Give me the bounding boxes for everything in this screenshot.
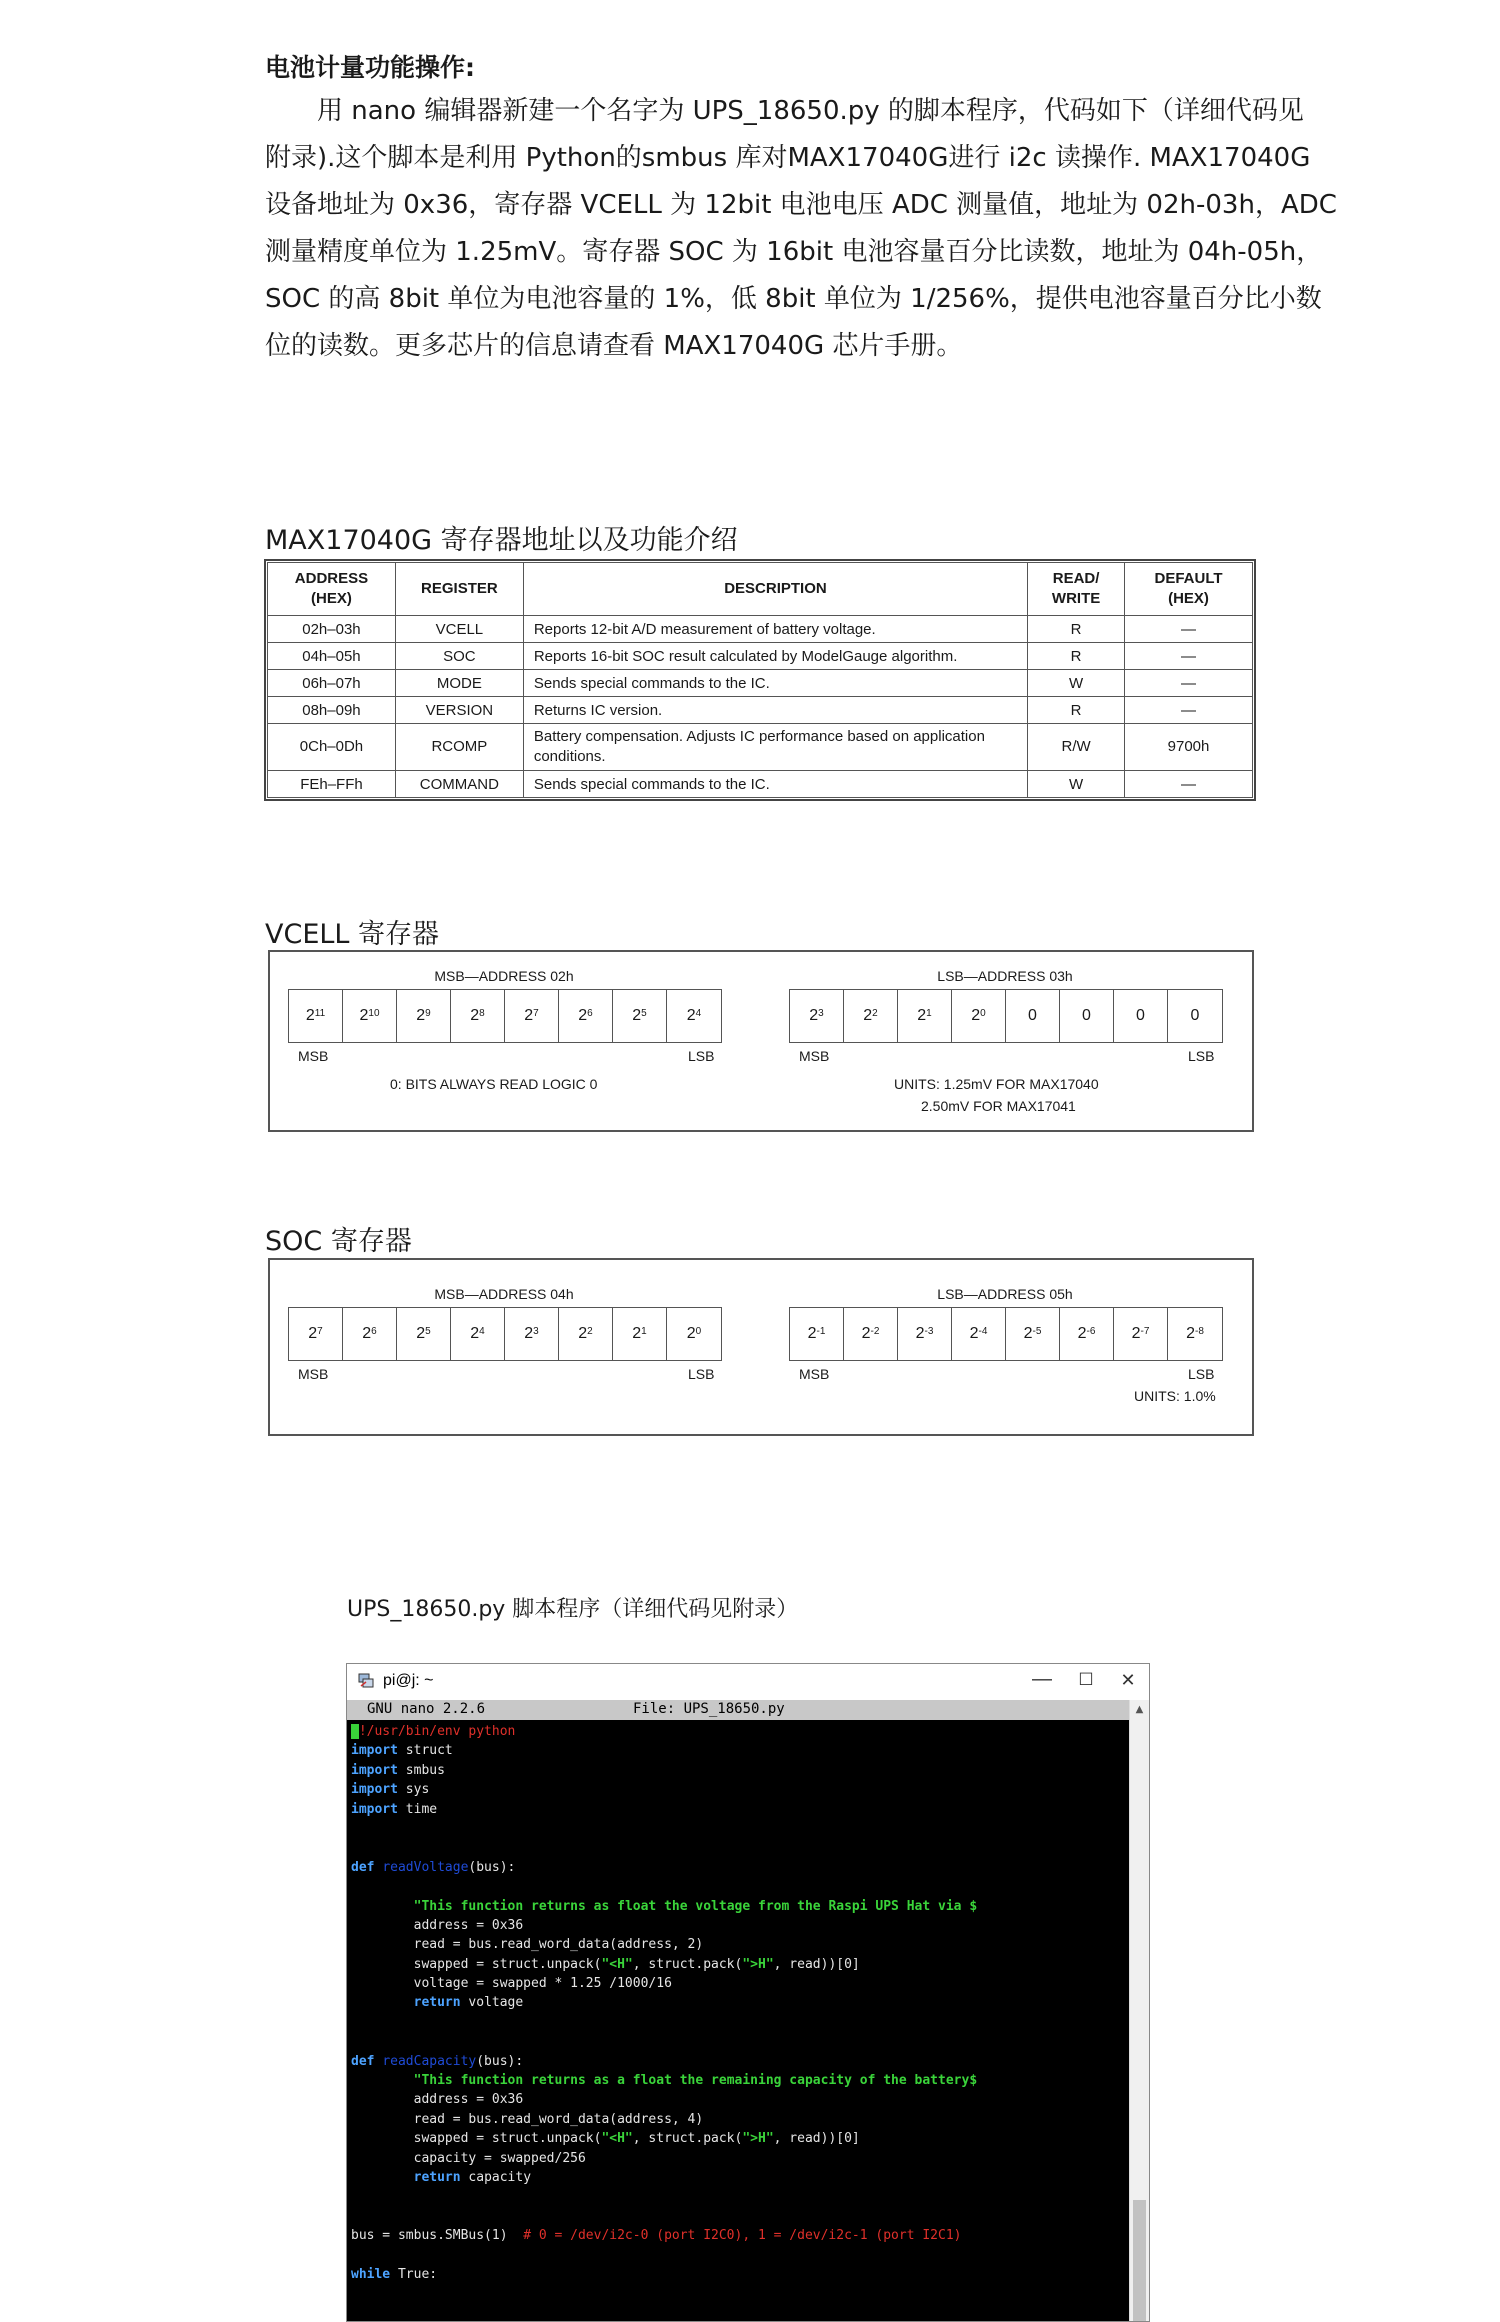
column-header-text: (HEX)	[1168, 590, 1209, 607]
code-line	[351, 2090, 1125, 2109]
bit-cell	[451, 1308, 505, 1360]
bit-base: 2	[1023, 1325, 1033, 1342]
code-line	[351, 1780, 1125, 1799]
code-token: , struct.pack(	[632, 2131, 743, 2147]
bit-exponent: 6	[371, 1325, 377, 1337]
code-token	[351, 1899, 414, 1914]
intro-paragraph	[265, 88, 1337, 370]
register-table-body	[268, 616, 1253, 798]
bit-exponent: 10	[368, 1007, 380, 1019]
bit-base: 2	[305, 1007, 315, 1024]
bit-base: 2	[416, 1007, 426, 1024]
paragraph-line: 设备地址为 0x36，寄存器 VCELL 为 12bit 电池电压 ADC 测量值，地址为 02h-03h，ADC	[265, 190, 1337, 220]
bit-base: 2	[359, 1007, 369, 1024]
code-line	[351, 2032, 1125, 2051]
paragraph-line: 用 nano 编辑器新建一个名字为 UPS_18650.py 的脚本程序，代码如下（详细代码见	[317, 96, 1304, 126]
code-line	[351, 2168, 1125, 2187]
bit-cell	[1006, 1308, 1060, 1360]
soc-title: SOC 寄存器	[265, 1226, 412, 1257]
bit-base: 2	[1186, 1325, 1195, 1342]
bit-cell	[1060, 1308, 1114, 1360]
bit-base: 2	[470, 1007, 480, 1024]
terminal-title: pi@j: ~	[383, 1672, 434, 1689]
bit-exponent: 6	[587, 1007, 593, 1019]
code-token: import	[351, 1743, 398, 1759]
code-token: while	[351, 2266, 391, 2282]
code-token: !/usr/bin/env python	[358, 1724, 516, 1739]
close-icon[interactable]: ✕	[1120, 1670, 1136, 1690]
nano-version: GNU nano 2.2.6	[367, 1701, 486, 1717]
bit-base: 2	[861, 1325, 871, 1342]
code-line	[351, 1858, 1125, 1877]
bit-cell	[613, 990, 667, 1042]
code-line	[351, 1897, 1125, 1916]
bit-exponent: 5	[641, 1007, 647, 1019]
code-line	[351, 2207, 1125, 2226]
column-header-text: DESCRIPTION	[724, 580, 827, 597]
soc-msb-bits	[288, 1307, 722, 1361]
code-token: "This function returns as a float the remaining capacity of the battery$	[413, 2073, 978, 2089]
bit-cell	[505, 1308, 559, 1360]
bit-base: 0	[1136, 1007, 1145, 1024]
code-token: ">H"	[742, 1956, 774, 1972]
bit-cell	[397, 1308, 451, 1360]
code-line	[351, 2265, 1125, 2284]
code-line	[351, 2187, 1125, 2206]
code-token: , read))[0]	[773, 1956, 860, 1972]
bit-base: 2	[308, 1325, 318, 1342]
code-token: swapped = struct.unpack(	[351, 1956, 602, 1972]
soc-lsb-label: LSB	[1188, 1366, 1215, 1382]
bit-exponent: 4	[479, 1325, 485, 1337]
paragraph-line: 位的读数。更多芯片的信息请查看 MAX17040G 芯片手册。	[265, 331, 963, 361]
table-row	[268, 771, 1253, 798]
column-header-text: READ/	[1052, 570, 1100, 587]
code-token: readVoltage	[382, 1859, 469, 1875]
cell-default: —	[1125, 670, 1253, 697]
column-header	[1028, 563, 1125, 616]
register-table-title: MAX17040G 寄存器地址以及功能介绍	[265, 525, 738, 556]
code-line	[351, 2071, 1125, 2090]
bit-exponent: -8	[1195, 1325, 1204, 1337]
code-line	[351, 2013, 1125, 2032]
cell-address: FEh–FFh	[268, 771, 396, 798]
bit-cell	[289, 1308, 343, 1360]
code-line	[351, 1800, 1125, 1819]
cell-description: Reports 16-bit SOC result calculated by ModelGauge algorithm.	[523, 643, 1027, 670]
bit-base: 2	[578, 1007, 588, 1024]
code-line	[351, 1916, 1125, 1935]
code-token: (bus):	[468, 1859, 516, 1875]
cell-default: —	[1125, 616, 1253, 643]
vcell-lsb-label-left: LSB	[688, 1048, 715, 1064]
cell-address: 0Ch–0Dh	[268, 724, 396, 771]
cell-register: COMMAND	[395, 771, 523, 798]
cell-address: 02h–03h	[268, 616, 396, 643]
soc-msb-title: MSB—ADDRESS 04h	[434, 1286, 574, 1302]
cell-address: 08h–09h	[268, 697, 396, 724]
register-table-header	[268, 563, 1253, 616]
code-token	[351, 2170, 414, 2185]
cell-register: VERSION	[395, 697, 523, 724]
soc-units: UNITS: 1.0%	[1134, 1388, 1216, 1404]
bit-base: 0	[1028, 1007, 1037, 1024]
column-header-text: (HEX)	[311, 590, 352, 607]
cell-register: MODE	[395, 670, 523, 697]
table-row	[268, 643, 1253, 670]
scrollbar-thumb[interactable]	[1133, 2200, 1146, 2322]
column-header	[523, 563, 1027, 616]
vcell-title: VCELL 寄存器	[265, 919, 440, 950]
code-token: "This function returns as float the voltage from the Raspi UPS Hat via $	[413, 1898, 978, 1914]
bit-base: 2	[971, 1007, 981, 1024]
soc-register-diagram	[268, 1258, 1254, 1436]
code-editor[interactable]	[351, 1722, 1125, 2284]
soc-lsb-bits	[789, 1307, 1223, 1361]
bit-base: 2	[524, 1007, 534, 1024]
bit-base: 2	[470, 1325, 480, 1342]
column-header-text: DEFAULT	[1154, 570, 1223, 587]
minimize-icon[interactable]: —	[1032, 1668, 1052, 1690]
vcell-msb-bits	[288, 989, 722, 1043]
code-token: def	[351, 2053, 375, 2069]
register-table	[267, 562, 1253, 798]
code-token: , struct.pack(	[632, 1956, 743, 1972]
code-token: address = 0x36	[351, 1917, 524, 1933]
bit-cell	[1114, 1308, 1168, 1360]
code-token: struct	[397, 1743, 453, 1759]
bit-cell	[289, 990, 343, 1042]
code-line	[351, 1974, 1125, 1993]
code-token: "<H"	[601, 1956, 633, 1972]
bit-exponent: 3	[533, 1325, 539, 1337]
code-line	[351, 1761, 1125, 1780]
table-row	[268, 697, 1253, 724]
bit-base: 2	[917, 1007, 927, 1024]
bit-exponent: 2	[872, 1007, 878, 1019]
vcell-msb-label-right: MSB	[799, 1048, 830, 1064]
bit-cell	[343, 990, 397, 1042]
bit-base: 2	[578, 1325, 588, 1342]
code-line	[351, 2226, 1125, 2245]
bit-base: 0	[1190, 1007, 1200, 1024]
bit-cell	[1168, 990, 1222, 1042]
code-line	[351, 1993, 1125, 2012]
bit-exponent: 3	[818, 1007, 824, 1019]
cell-rw: R	[1028, 697, 1125, 724]
soc-msb-label-right: MSB	[799, 1366, 830, 1382]
cell-description: Sends special commands to the IC.	[523, 771, 1027, 798]
column-header	[395, 563, 523, 616]
code-token: read = bus.read_word_data(address, 2)	[351, 1937, 704, 1953]
bit-cell	[667, 1308, 721, 1360]
cell-default: 9700h	[1125, 724, 1253, 771]
bit-exponent: 2	[587, 1325, 593, 1337]
bit-exponent: 9	[425, 1007, 431, 1019]
cell-default: —	[1125, 697, 1253, 724]
code-token: (bus):	[476, 2053, 524, 2069]
nano-filename: File: UPS_18650.py	[633, 1701, 785, 1717]
terminal-window[interactable]	[346, 1663, 1150, 2322]
code-line	[351, 1955, 1125, 1974]
bit-base: 2	[416, 1325, 426, 1342]
bit-base: 2	[969, 1325, 979, 1342]
bit-cell	[451, 990, 505, 1042]
code-line	[351, 2246, 1125, 2265]
code-line	[351, 1877, 1125, 1896]
bit-base: 2	[632, 1007, 642, 1024]
vcell-lsb-bits	[789, 989, 1223, 1043]
bit-cell	[844, 990, 898, 1042]
column-header	[268, 563, 396, 616]
vcell-lsb-label: LSB	[1188, 1048, 1215, 1064]
code-token	[351, 2073, 414, 2088]
column-header-text: REGISTER	[421, 580, 498, 597]
vertical-scrollbar[interactable]	[1129, 1700, 1149, 2321]
cell-default: —	[1125, 643, 1253, 670]
code-token: bus = smbus.SMBus(1)	[351, 2228, 524, 2244]
bit-exponent: 0	[695, 1325, 702, 1337]
bit-base: 2	[632, 1325, 642, 1342]
cell-description: Reports 12-bit A/D measurement of battery voltage.	[523, 616, 1027, 643]
code-token: , read))[0]	[773, 2131, 860, 2147]
code-token: swapped = struct.unpack(	[351, 2131, 602, 2147]
cell-rw: R	[1028, 616, 1125, 643]
table-row	[268, 616, 1253, 643]
code-token: True:	[390, 2266, 438, 2282]
code-token: voltage	[460, 1995, 524, 2011]
bit-cell	[505, 990, 559, 1042]
code-line	[351, 1838, 1125, 1857]
bit-cell	[790, 1308, 844, 1360]
bit-cell	[898, 990, 952, 1042]
table-row	[268, 670, 1253, 697]
maximize-icon[interactable]: ☐	[1078, 1670, 1094, 1689]
code-token: # 0 = /dev/i2c-0 (port I2C0), 1 = /dev/i2c-1 (port I2C1)	[523, 2228, 962, 2244]
soc-lsb-title: LSB—ADDRESS 05h	[937, 1286, 1073, 1302]
vcell-note-left: 0: BITS ALWAYS READ LOGIC 0	[390, 1076, 598, 1092]
vcell-note-units-2: 2.50mV FOR MAX17041	[921, 1098, 1076, 1114]
code-line	[351, 1819, 1125, 1838]
bit-exponent: 4	[695, 1007, 702, 1019]
code-token: readCapacity	[382, 2053, 477, 2069]
code-line	[351, 1935, 1125, 1954]
cell-address: 06h–07h	[268, 670, 396, 697]
cell-register: RCOMP	[395, 724, 523, 771]
code-token: "<H"	[601, 2131, 633, 2147]
bit-cell	[1006, 990, 1060, 1042]
soc-msb-label: MSB	[298, 1366, 329, 1382]
putty-icon	[357, 1672, 375, 1690]
bit-cell	[559, 1308, 613, 1360]
code-token: return	[413, 1995, 461, 2011]
column-header	[1125, 563, 1253, 616]
bit-cell	[844, 1308, 898, 1360]
paragraph-line: 测量精度单位为 1.25mV。寄存器 SOC 为 16bit 电池容量百分比读数，地址为 04h-05h，	[265, 237, 1323, 267]
bit-exponent: 11	[314, 1007, 326, 1019]
bit-cell	[1060, 990, 1114, 1042]
vcell-msb-title: MSB—ADDRESS 02h	[434, 968, 574, 984]
bit-cell	[559, 990, 613, 1042]
table-row	[268, 724, 1253, 771]
code-token: import	[351, 1762, 398, 1778]
cell-description: Returns IC version.	[523, 697, 1027, 724]
code-line	[351, 2129, 1125, 2148]
nano-header-bar	[347, 1700, 1130, 1720]
bit-cell	[898, 1308, 952, 1360]
bit-base: 2	[686, 1325, 696, 1342]
bit-base: 2	[863, 1007, 873, 1024]
cell-register: VCELL	[395, 616, 523, 643]
bit-cell	[667, 990, 721, 1042]
bit-exponent: 1	[926, 1007, 932, 1019]
bit-exponent: -6	[1086, 1325, 1096, 1337]
bit-exponent: -7	[1140, 1325, 1150, 1337]
column-header-text: ADDRESS	[294, 570, 369, 587]
bit-exponent: -1	[816, 1325, 826, 1337]
bit-cell	[1114, 990, 1168, 1042]
bit-base: 2	[807, 1325, 817, 1342]
bit-base: 2	[915, 1325, 925, 1342]
section-heading: 电池计量功能操作:	[265, 53, 475, 82]
column-header-text: WRITE	[1051, 590, 1101, 607]
figure-caption: UPS_18650.py 脚本程序（详细代码见附录）	[347, 1597, 799, 1622]
code-token: capacity = swapped/256	[351, 2150, 586, 2166]
paragraph-line: 附录).这个脚本是利用 Python的smbus 库对MAX17040G进行 i2c 读操作. MAX17040G	[265, 143, 1311, 173]
soc-lsb-label-left: LSB	[688, 1366, 715, 1382]
cell-rw: R	[1028, 643, 1125, 670]
bit-cell	[952, 990, 1006, 1042]
bit-exponent: 0	[980, 1007, 986, 1019]
cell-rw: W	[1028, 771, 1125, 798]
code-token: smbus	[397, 1762, 445, 1778]
bit-cell	[1168, 1308, 1222, 1360]
bit-cell	[613, 1308, 667, 1360]
vcell-msb-label: MSB	[298, 1048, 329, 1064]
vcell-lsb-title: LSB—ADDRESS 03h	[937, 968, 1073, 984]
terminal-titlebar[interactable]	[347, 1664, 1149, 1701]
bit-exponent: -4	[978, 1325, 988, 1337]
code-token: sys	[397, 1782, 430, 1798]
bit-base: 2	[1077, 1325, 1087, 1342]
vcell-register-diagram	[268, 950, 1254, 1132]
bit-base: 2	[1131, 1325, 1141, 1342]
cell-description: Sends special commands to the IC.	[523, 670, 1027, 697]
bit-exponent: -2	[870, 1325, 880, 1337]
code-token: voltage = swapped * 1.25 /1000/16	[351, 1976, 672, 1992]
code-token: import	[351, 1801, 398, 1817]
bit-base: 2	[686, 1007, 696, 1024]
code-line	[351, 1741, 1125, 1760]
code-line	[351, 1722, 1125, 1741]
paragraph-line: SOC 的高 8bit 单位为电池容量的 1%，低 8bit 单位为 1/256%，提供电池容量百分比小数	[265, 284, 1322, 314]
cell-rw: R/W	[1028, 724, 1125, 771]
code-token: read = bus.read_word_data(address, 4)	[351, 2111, 704, 2127]
bit-base: 2	[809, 1007, 819, 1024]
bit-base: 0	[1082, 1007, 1091, 1024]
cell-default: —	[1125, 771, 1253, 798]
vcell-note-units-1: UNITS: 1.25mV FOR MAX17040	[894, 1076, 1099, 1092]
bit-cell	[790, 990, 844, 1042]
bit-exponent: 1	[641, 1325, 647, 1337]
code-line	[351, 2110, 1125, 2129]
code-token: address = 0x36	[351, 2092, 524, 2108]
code-token: capacity	[460, 2169, 532, 2185]
scroll-up-icon[interactable]: ▲	[1135, 1704, 1144, 1715]
bit-exponent: 8	[479, 1007, 485, 1019]
code-token: def	[351, 1859, 375, 1875]
bit-exponent: -5	[1032, 1325, 1042, 1337]
cell-address: 04h–05h	[268, 643, 396, 670]
bit-base: 2	[524, 1325, 534, 1342]
bit-exponent: 7	[533, 1007, 539, 1019]
bit-base: 2	[362, 1325, 372, 1342]
cell-description: Battery compensation. Adjusts IC performance based on application conditions.	[523, 724, 1027, 771]
code-token: import	[351, 1782, 398, 1798]
code-line	[351, 2052, 1125, 2071]
code-line	[351, 2149, 1125, 2168]
code-token: time	[397, 1801, 438, 1817]
cell-rw: W	[1028, 670, 1125, 697]
code-token	[351, 1995, 414, 2010]
code-token: #	[351, 1724, 359, 1739]
code-token: return	[413, 2169, 461, 2185]
bit-exponent: 5	[425, 1325, 431, 1337]
cell-register: SOC	[395, 643, 523, 670]
bit-cell	[343, 1308, 397, 1360]
bit-exponent: 7	[317, 1325, 323, 1337]
bit-cell	[397, 990, 451, 1042]
code-token: ">H"	[742, 2131, 774, 2147]
bit-cell	[952, 1308, 1006, 1360]
bit-exponent: -3	[924, 1325, 934, 1337]
